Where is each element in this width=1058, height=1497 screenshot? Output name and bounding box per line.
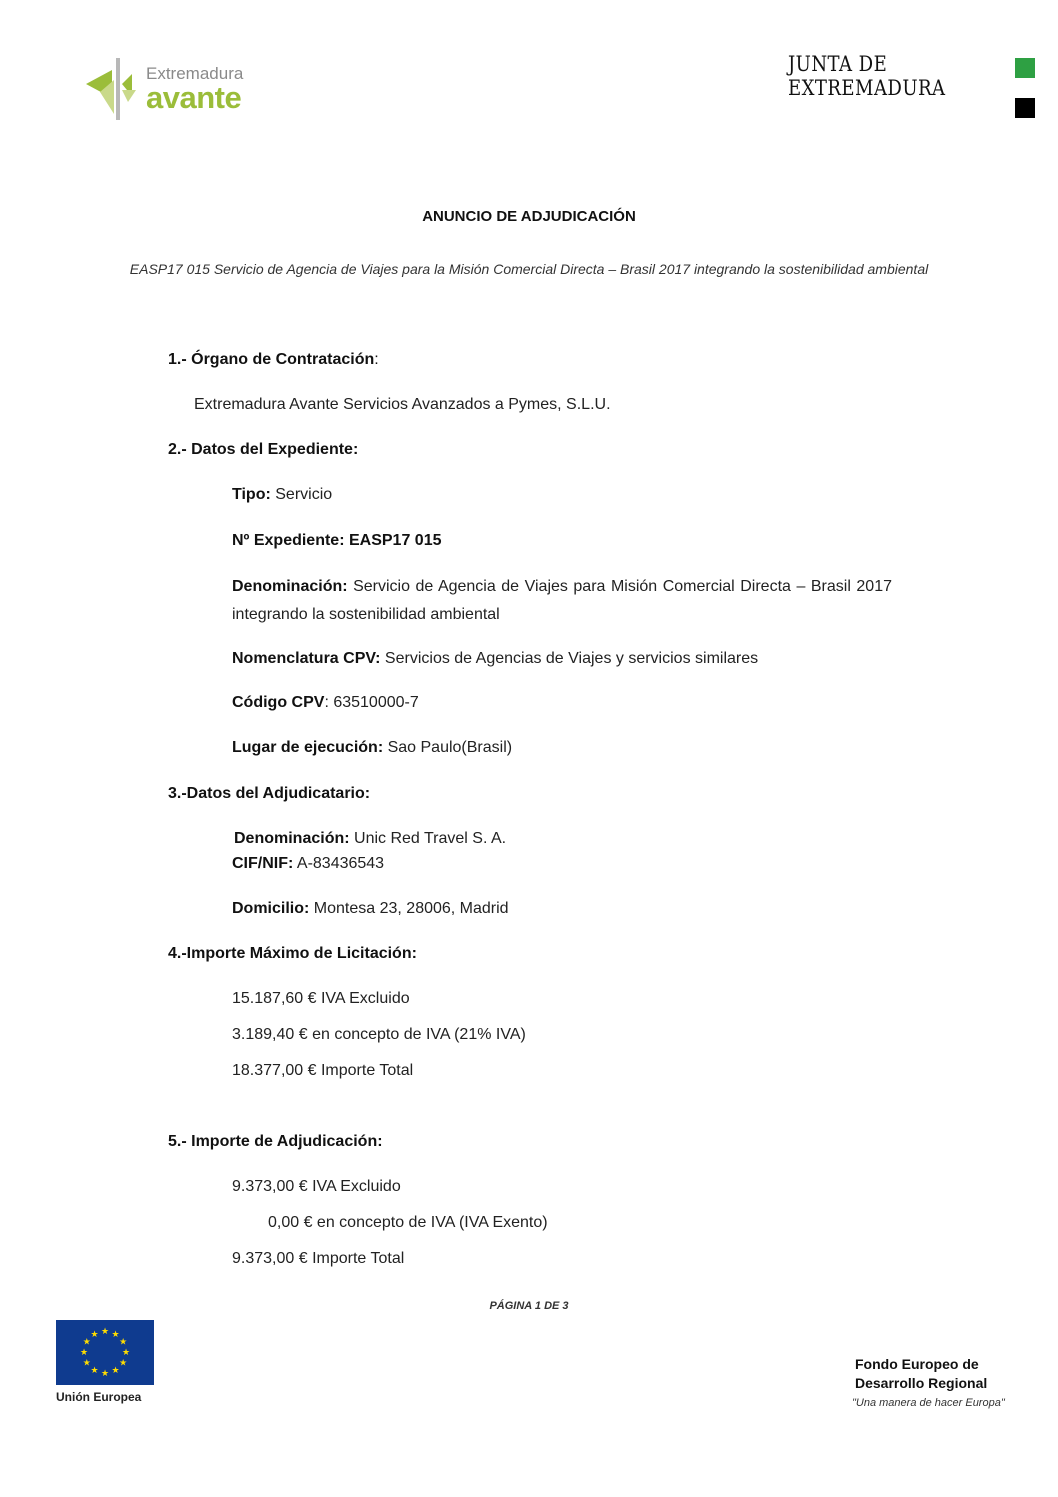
cif-row: CIF/NIF: A-83436543	[232, 855, 385, 872]
section-5-heading: 5.- Importe de Adjudicación:	[168, 1133, 383, 1150]
eu-label: Unión Europea	[56, 1390, 142, 1404]
feder-motto: "Una manera de hacer Europa"	[852, 1397, 1005, 1409]
section-1-body: Extremadura Avante Servicios Avanzados a Pymes, S.L.U.	[194, 396, 611, 413]
licitacion-line-2: 3.189,40 € en concepto de IVA (21% IVA)	[232, 1026, 526, 1043]
section-4-heading: 4.-Importe Máximo de Licitación:	[168, 945, 417, 962]
eu-star-icon: ★	[111, 1365, 120, 1376]
section-2-heading: 2.- Datos del Expediente:	[168, 441, 359, 458]
eu-star-icon: ★	[121, 1347, 131, 1357]
adjudicacion-line-2: 0,00 € en concepto de IVA (IVA Exento)	[268, 1214, 548, 1231]
section-3-heading: 3.-Datos del Adjudicatario:	[168, 785, 371, 802]
eu-star-icon: ★	[100, 1368, 110, 1378]
eu-star-icon: ★	[90, 1328, 99, 1339]
feder-line-1: Fondo Europeo de	[855, 1356, 979, 1372]
section-1-heading: 1.- Órgano de Contratación:	[168, 351, 379, 368]
document-title: ANUNCIO DE ADJUDICACIÓN	[422, 208, 636, 225]
page-number: PÁGINA 1 DE 3	[489, 1300, 569, 1312]
extremadura-avante-logo	[86, 56, 256, 126]
adjudicatario-denominacion-row: Denominación: Unic Red Travel S. A.	[234, 830, 507, 847]
eu-star-icon: ★	[100, 1326, 110, 1336]
feder-line-2: Desarrollo Regional	[855, 1375, 988, 1391]
adjudicacion-line-3: 9.373,00 € Importe Total	[232, 1250, 405, 1267]
document-subtitle: EASP17 015 Servicio de Agencia de Viajes para la Misión Comercial Directa – Brasil 2017 integrando la sostenibilidad ambiental	[129, 261, 929, 277]
eu-flag-icon	[56, 1320, 154, 1385]
junta-green-square	[1015, 58, 1035, 78]
eu-star-icon: ★	[82, 1336, 91, 1347]
lugar-row: Lugar de ejecución: Sao Paulo(Brasil)	[232, 739, 513, 756]
logo-word-avante: avante	[146, 80, 242, 115]
eu-stars	[56, 1320, 154, 1385]
denominacion-row: Denominación: Servicio de Agencia de Viajes para Misión Comercial Directa – Brasil 2017 integrando la sostenibilidad ambiental	[232, 578, 892, 623]
avante-logo-icon	[86, 56, 142, 126]
nomenclatura-row: Nomenclatura CPV: Servicios de Agencias de Viajes y servicios similares	[232, 650, 759, 667]
eu-star-icon: ★	[82, 1357, 91, 1368]
eu-star-icon: ★	[119, 1357, 128, 1368]
feder-title	[855, 1355, 987, 1393]
eu-star-icon: ★	[111, 1328, 120, 1339]
adjudicacion-line-1: 9.373,00 € IVA Excluido	[232, 1178, 401, 1195]
junta-logo-text: JUNTA DE EXTREMADURA	[788, 52, 946, 100]
eu-star-icon: ★	[90, 1365, 99, 1376]
junta-black-square	[1015, 98, 1035, 118]
codigo-cpv-row: Código CPV: 63510000-7	[232, 694, 419, 711]
logo-word-extremadura: Extremadura	[146, 64, 244, 83]
expediente-row: Nº Expediente: EASP17 015	[232, 532, 442, 549]
licitacion-line-1: 15.187,60 € IVA Excluido	[232, 990, 410, 1007]
licitacion-line-3: 18.377,00 € Importe Total	[232, 1062, 414, 1079]
eu-star-icon: ★	[79, 1347, 89, 1357]
tipo-row: Tipo: Servicio	[232, 486, 333, 503]
domicilio-row: Domicilio: Montesa 23, 28006, Madrid	[232, 900, 509, 917]
eu-star-icon: ★	[119, 1336, 128, 1347]
